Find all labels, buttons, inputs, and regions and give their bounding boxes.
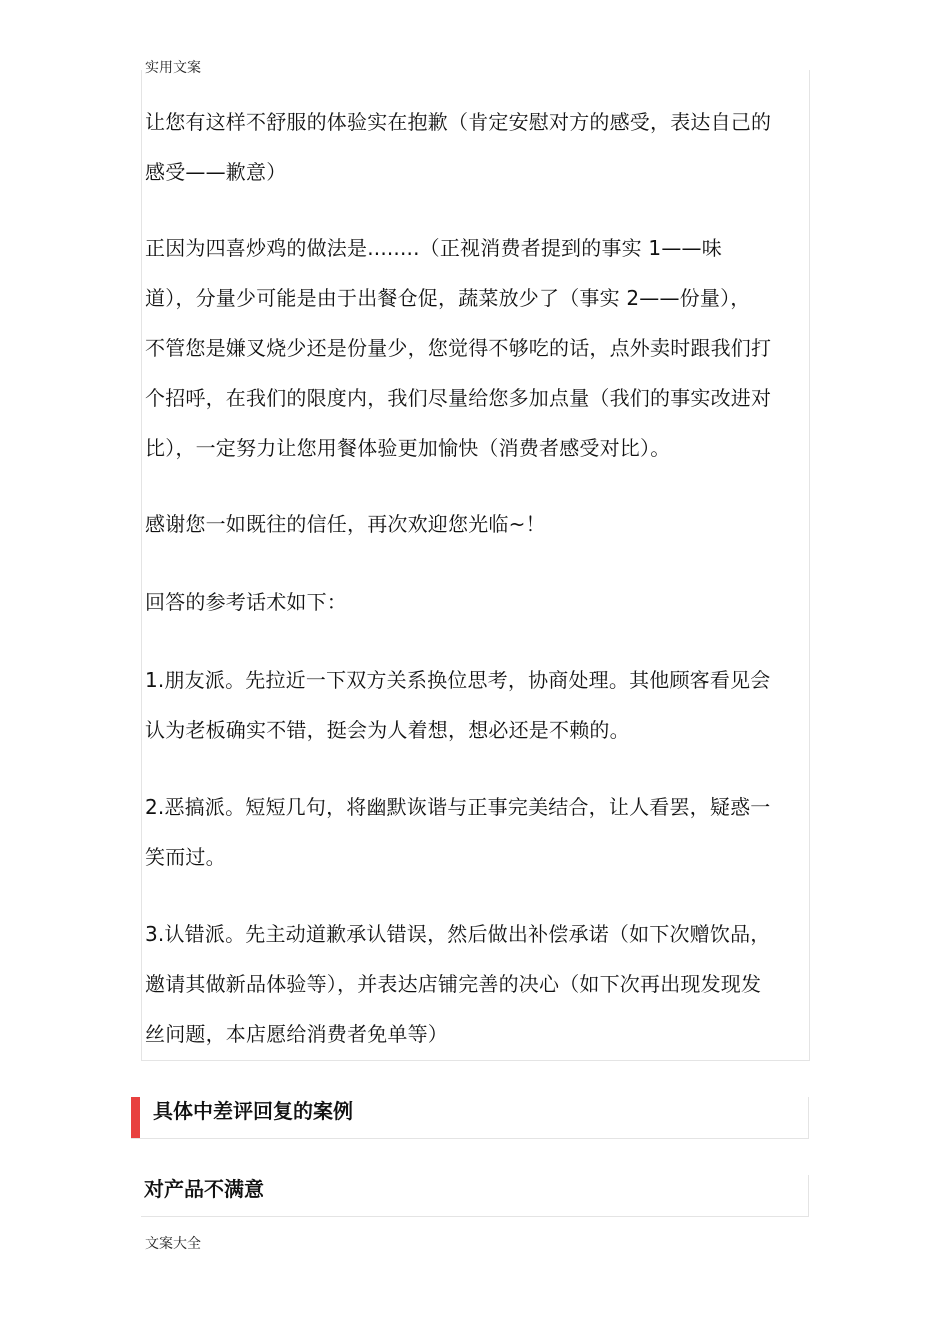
- paragraph-thanks: [145, 499, 820, 549]
- page-header: 实用文案: [145, 60, 201, 76]
- text-line: 感谢您一如既往的信任，再次欢迎您光临~！: [145, 512, 546, 536]
- paragraph-apology: [145, 97, 820, 197]
- text-line: 让您有这样不舒服的体验实在抱歉（肯定安慰对方的感受，表达自己的: [145, 110, 772, 134]
- text-line: 不管您是嫌叉烧少还是份量少，您觉得不够吃的话，点外卖时跟我们打: [145, 336, 772, 360]
- paragraph-friend-style: [145, 655, 820, 755]
- text-line: 感受——歉意）: [145, 160, 287, 184]
- text-line: 笑而过。: [145, 845, 226, 869]
- paragraph-humor-style: [145, 782, 820, 882]
- section-heading: [131, 1097, 809, 1139]
- text-line: 个招呼，在我们的限度内，我们尽量给您多加点量（我们的事实改进对: [145, 386, 772, 410]
- text-line: 认为老板确实不错，挺会为人着想，想必还是不赖的。: [145, 718, 630, 742]
- text-line: 正因为四喜炒鸡的做法是........（正视消费者提到的事实 1——味: [145, 236, 722, 260]
- text-line: 3.认错派。先主动道歉承认错误，然后做出补偿承诺（如下次赠饮品，: [145, 922, 771, 946]
- text-line: 回答的参考话术如下：: [145, 590, 347, 614]
- subsection-title: 对产品不满意: [144, 1177, 264, 1201]
- section-title: 具体中差评回复的案例: [153, 1099, 353, 1123]
- subsection-heading: [141, 1175, 809, 1217]
- text-line: 道），分量少可能是由于出餐仓促，蔬菜放少了（事实 2——份量），: [145, 286, 751, 310]
- text-line: 丝问题，本店愿给消费者免单等）: [145, 1022, 448, 1046]
- paragraph-reference-intro: [145, 577, 820, 627]
- text-line: 1.朋友派。先拉近一下双方关系换位思考，协商处理。其他顾客看见会: [145, 668, 771, 692]
- text-line: 比），一定努力让您用餐体验更加愉快（消费者感受对比）。: [145, 436, 671, 460]
- paragraph-apology-style: [145, 909, 820, 1059]
- page-footer: 文案大全: [145, 1236, 201, 1252]
- text-line: 2.恶搞派。短短几句，将幽默诙谐与正事完美结合，让人看罢，疑惑一: [145, 795, 771, 819]
- paragraph-facts: [145, 223, 820, 473]
- section-accent-bar: [131, 1097, 140, 1138]
- text-line: 邀请其做新品体验等），并表达店铺完善的决心（如下次再出现发现发: [145, 972, 762, 996]
